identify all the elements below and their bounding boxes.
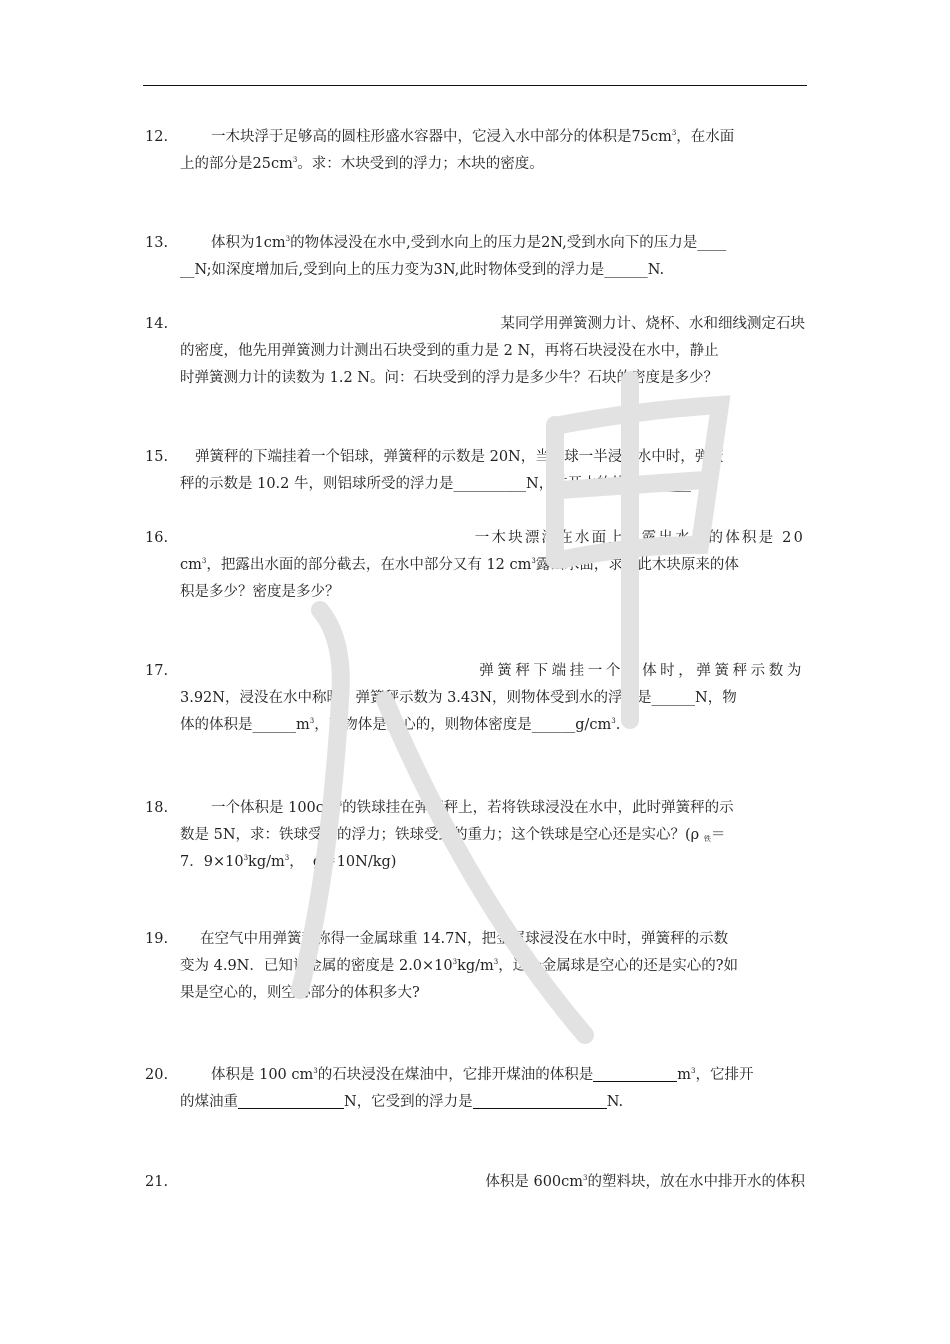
question-text: 秤的示数是 10.2 牛，则铝球所受的浮力是__________N，排开水的体积是$\_\_\_\_\_m^3$。 [180,476,724,492]
question-text: 积是多少？密度是多少？ [180,584,340,600]
question-15 [145,444,805,498]
question-text: 的煤油重 N，它受到的浮力是 N. [180,1094,624,1110]
question-number: 18. [145,800,169,816]
question-text: 弹簧秤下端挂一个物体时，弹簧秤示数为 [479,663,805,679]
question-text: $cm^3$，把露出水面的部分截去，在水中部分又有 12 $cm^3$露出水面，求：此木块原来的体 [180,557,739,573]
answer-blank[interactable] [238,1093,344,1109]
question-21 [145,1169,805,1196]
question-18 [145,795,805,876]
question-text: 一个体积是 $100cm^3$的铁球挂在弹簧秤上，若将铁球浸没在水中，此时弹簧秤的示 [211,800,734,816]
question-number: 19. [145,931,169,947]
question-number: 16. [145,530,169,546]
question-text: 变为 4.9N．已知该金属的密度是 $2.0\times 10^3kg/m^3$，这个金属球是空心的还是实心的?如 [180,958,739,974]
answer-blank[interactable] [473,1093,607,1109]
header-rule [143,85,807,86]
question-number: 14. [145,316,169,332]
question-text: 在空气中用弹簧秤称得一金属球重 14.7N，把金属球浸没在水中时，弹簧秤的示数 [200,931,729,947]
question-13 [145,230,805,284]
question-text: __N;如深度增加后,受到向上的压力变为3N,此时物体受到的浮力是______N. [180,262,665,278]
question-number: 12. [145,129,169,145]
question-number: 13. [145,235,169,251]
answer-blank[interactable] [593,1066,677,1082]
question-text: 的密度，他先用弹簧测力计测出石块受到的重力是 2 N，再将石块浸没在水中，静止 [180,343,719,359]
question-text: 某同学用弹簧测力计、烧杯、水和细线测定石块 [500,316,805,332]
question-19 [145,926,805,1007]
question-text: 体积是 100 $cm^3$的石块浸没在煤油中，它排开煤油的体积是 $m^3$，它排开 [211,1067,754,1083]
question-text: 体的体积是$\_\_\_\_\_\_m^3$，若物体是实心的，则物体密度是$\_\_\_\_\_\_g/cm^3$. [180,717,621,733]
question-text: 一木块漂浮在水面上，露出水面的体积是 20 [474,530,805,546]
question-text: 弹簧秤的下端挂着一个铝球，弹簧秤的示数是 20N，当铝球一半浸入水中时，弹簧 [195,449,724,465]
question-number: 20. [145,1067,169,1083]
question-17 [145,658,805,739]
question-text: 上的部分是$25cm^3$。求：木块受到的浮力；木块的密度。 [180,156,544,172]
question-text: 7．$9\times 10^3kg/m^3$， g＝10N/kg) [180,854,397,870]
question-number: 15. [145,449,169,465]
question-number: 17. [145,663,169,679]
question-14 [145,311,805,392]
question-text: 果是空心的，则空心部分的体积多大? [180,985,420,1001]
question-text: 时弹簧测力计的读数为 1.2 N。问：石块受到的浮力是多少牛？石块的密度是多少？ [180,370,718,386]
question-text: 体积是 $600cm^3$的塑料块，放在水中排开水的体积 [485,1174,805,1190]
question-text: 数是 5N，求：铁球受到的浮力；铁球受到的重力；这个铁球是空心还是实心？(ρ $_铁$＝ [180,827,726,843]
question-text: 3.92N，浸没在水中称时，弹簧秤示数为 3.43N，则物体受到水的浮力是______N，物 [180,690,737,706]
question-text: 体积为$1cm^3$的物体浸没在水中,受到水向上的压力是2N,受到水向下的压力是____ [211,235,727,251]
question-20 [145,1062,805,1116]
question-12 [145,124,805,178]
question-number: 21. [145,1174,169,1190]
question-text: 一木块浮于足够高的圆柱形盛水容器中，它浸入水中部分的体积是$75cm^3$，在水面 [211,129,735,145]
question-16 [145,525,805,606]
